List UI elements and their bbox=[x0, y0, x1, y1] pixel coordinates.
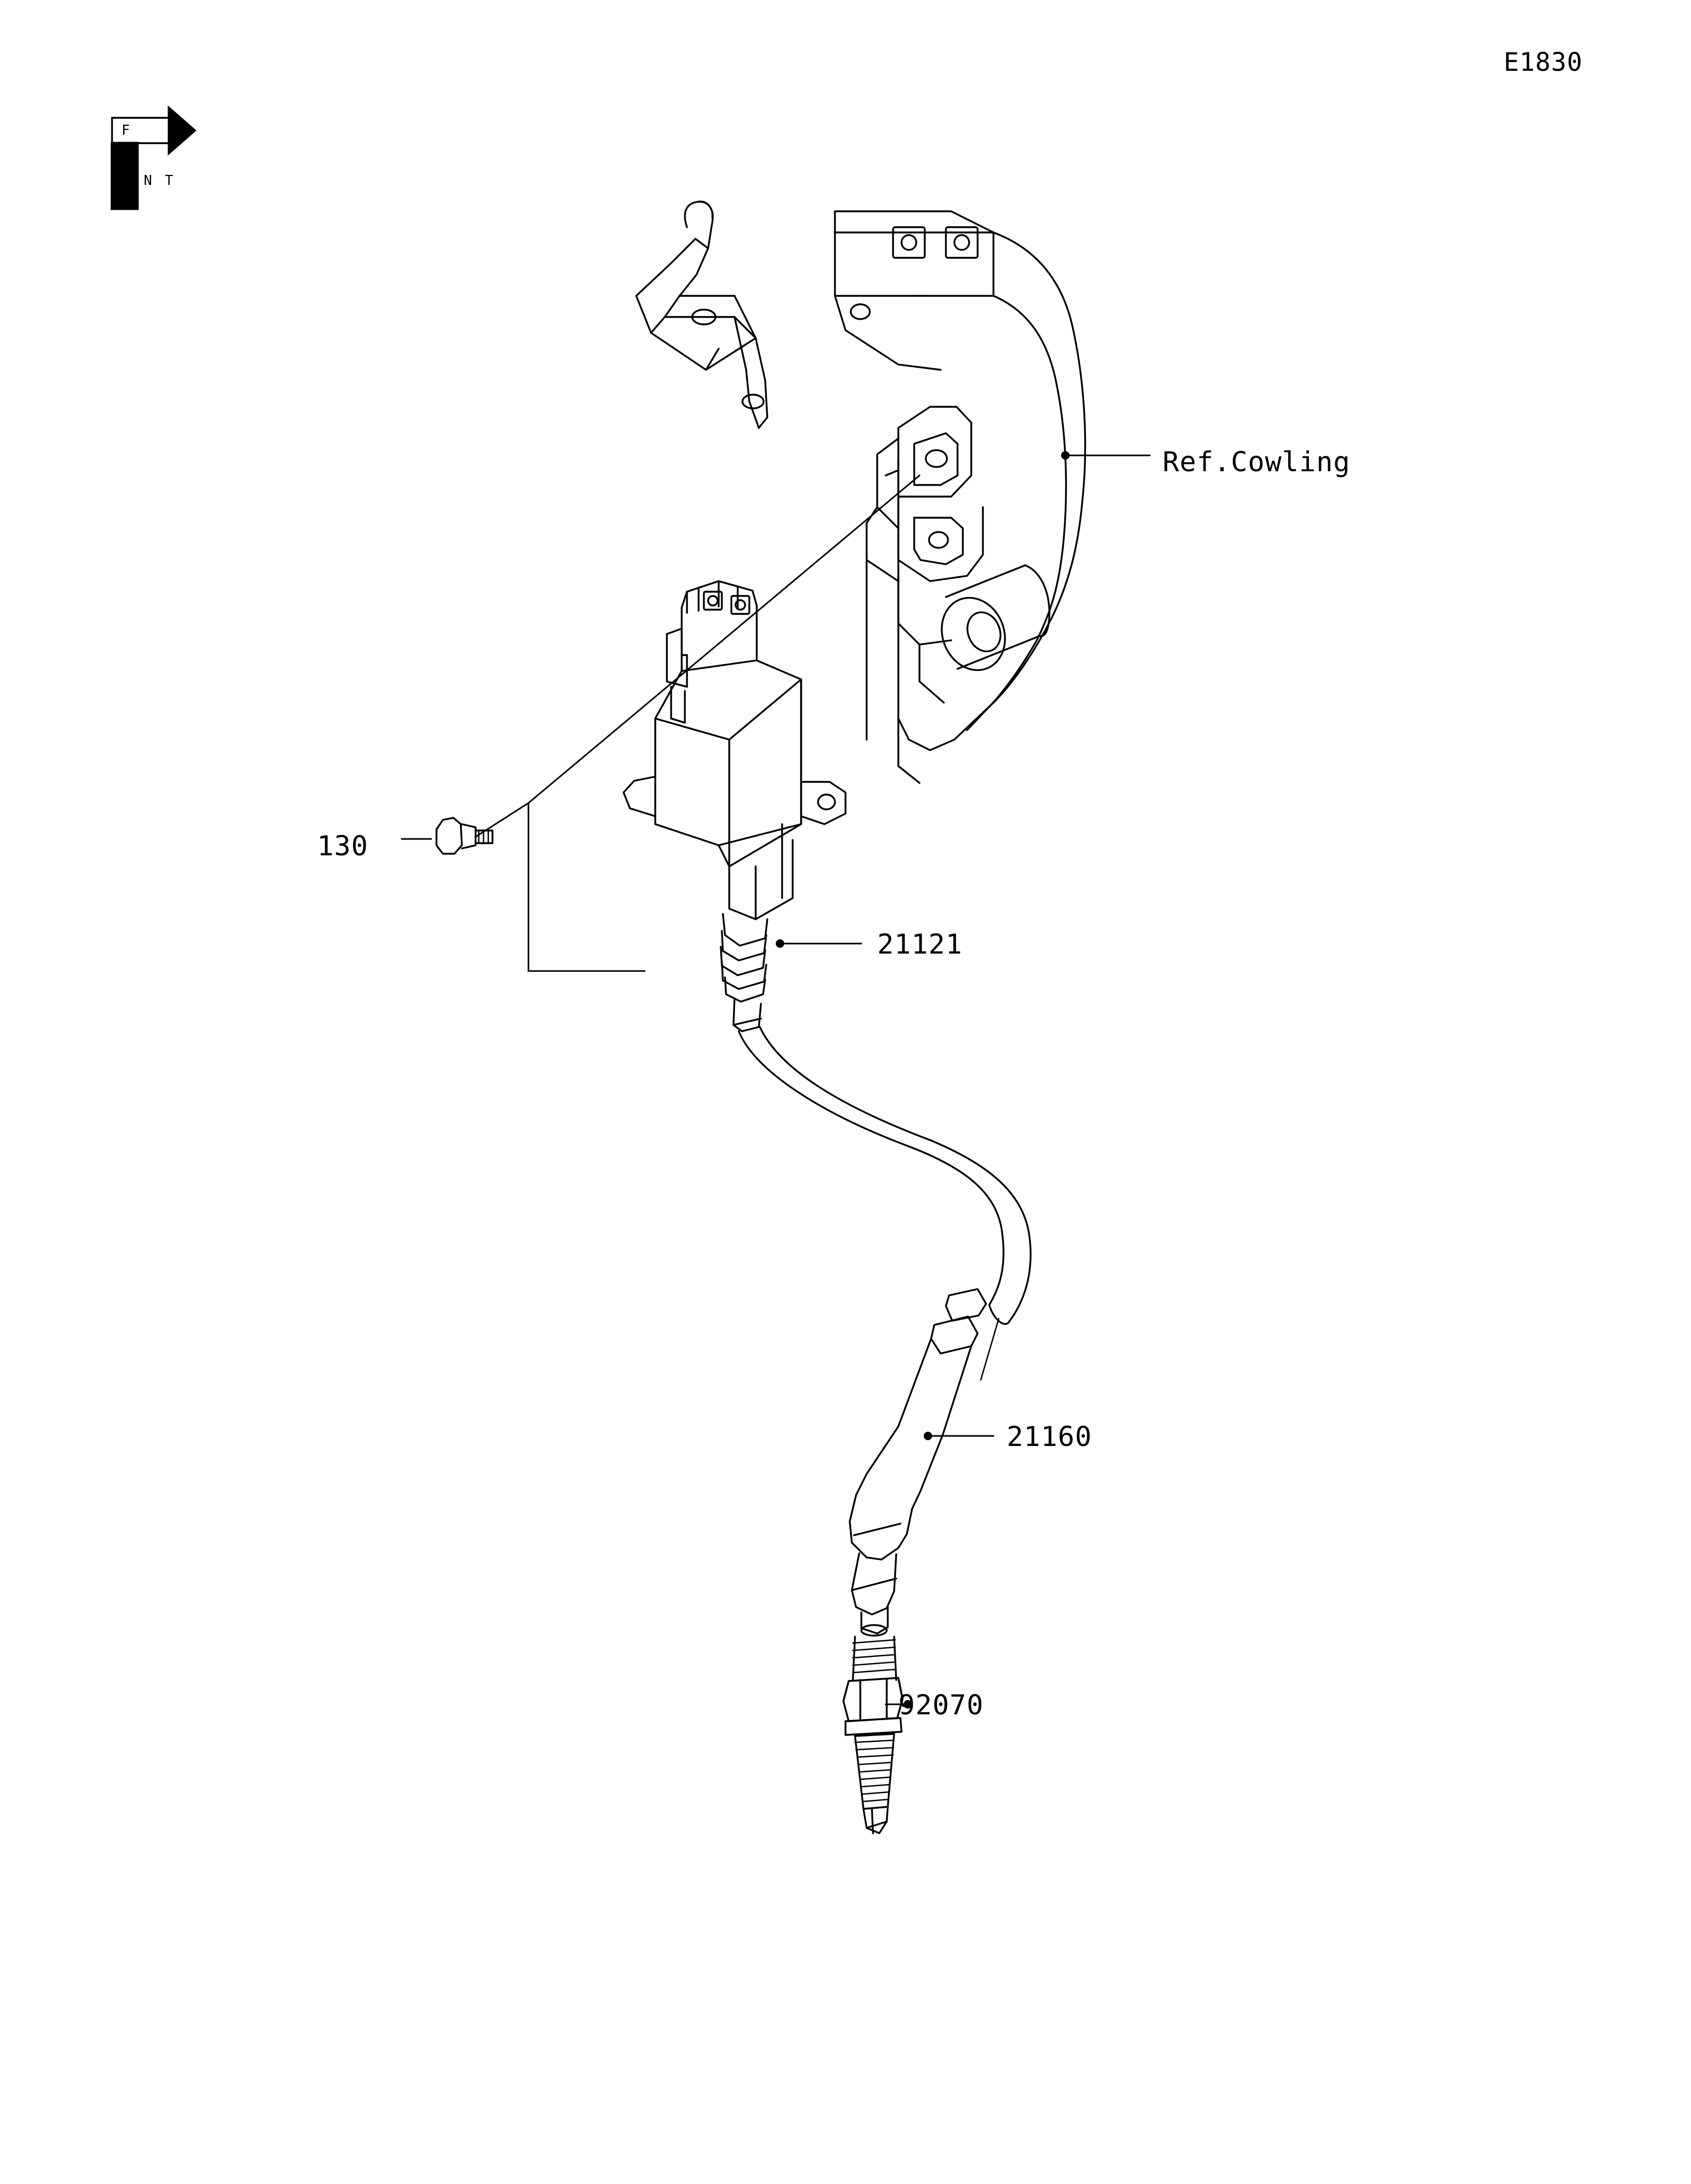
spark-plug bbox=[843, 1637, 903, 1833]
callout-130[interactable]: 130 bbox=[317, 830, 368, 862]
bracket-boss bbox=[931, 565, 1049, 680]
spark-plug-cap bbox=[850, 1289, 986, 1636]
callout-92070[interactable]: 92070 bbox=[898, 1690, 984, 1721]
svg-text:F: F bbox=[122, 123, 130, 138]
svg-text:T: T bbox=[165, 173, 173, 189]
callout-21160[interactable]: 21160 bbox=[1007, 1421, 1092, 1453]
lead-to-cap bbox=[981, 1319, 999, 1380]
bolt-130 bbox=[436, 818, 493, 854]
svg-text:R: R bbox=[122, 144, 130, 160]
ignition-coil bbox=[624, 581, 846, 1031]
plug-threads-upper bbox=[853, 1640, 895, 1673]
svg-text:O: O bbox=[122, 165, 130, 181]
callout-21121[interactable]: 21121 bbox=[877, 929, 963, 960]
callout-ref-cowling[interactable]: Ref.Cowling bbox=[1163, 446, 1351, 478]
cowling-bracket bbox=[636, 201, 1085, 783]
svg-text:N: N bbox=[144, 173, 152, 189]
diagram-code: E1830 bbox=[1503, 48, 1583, 77]
coil-boot-ribs bbox=[721, 914, 767, 1002]
ht-lead-wire bbox=[739, 1027, 1030, 1324]
